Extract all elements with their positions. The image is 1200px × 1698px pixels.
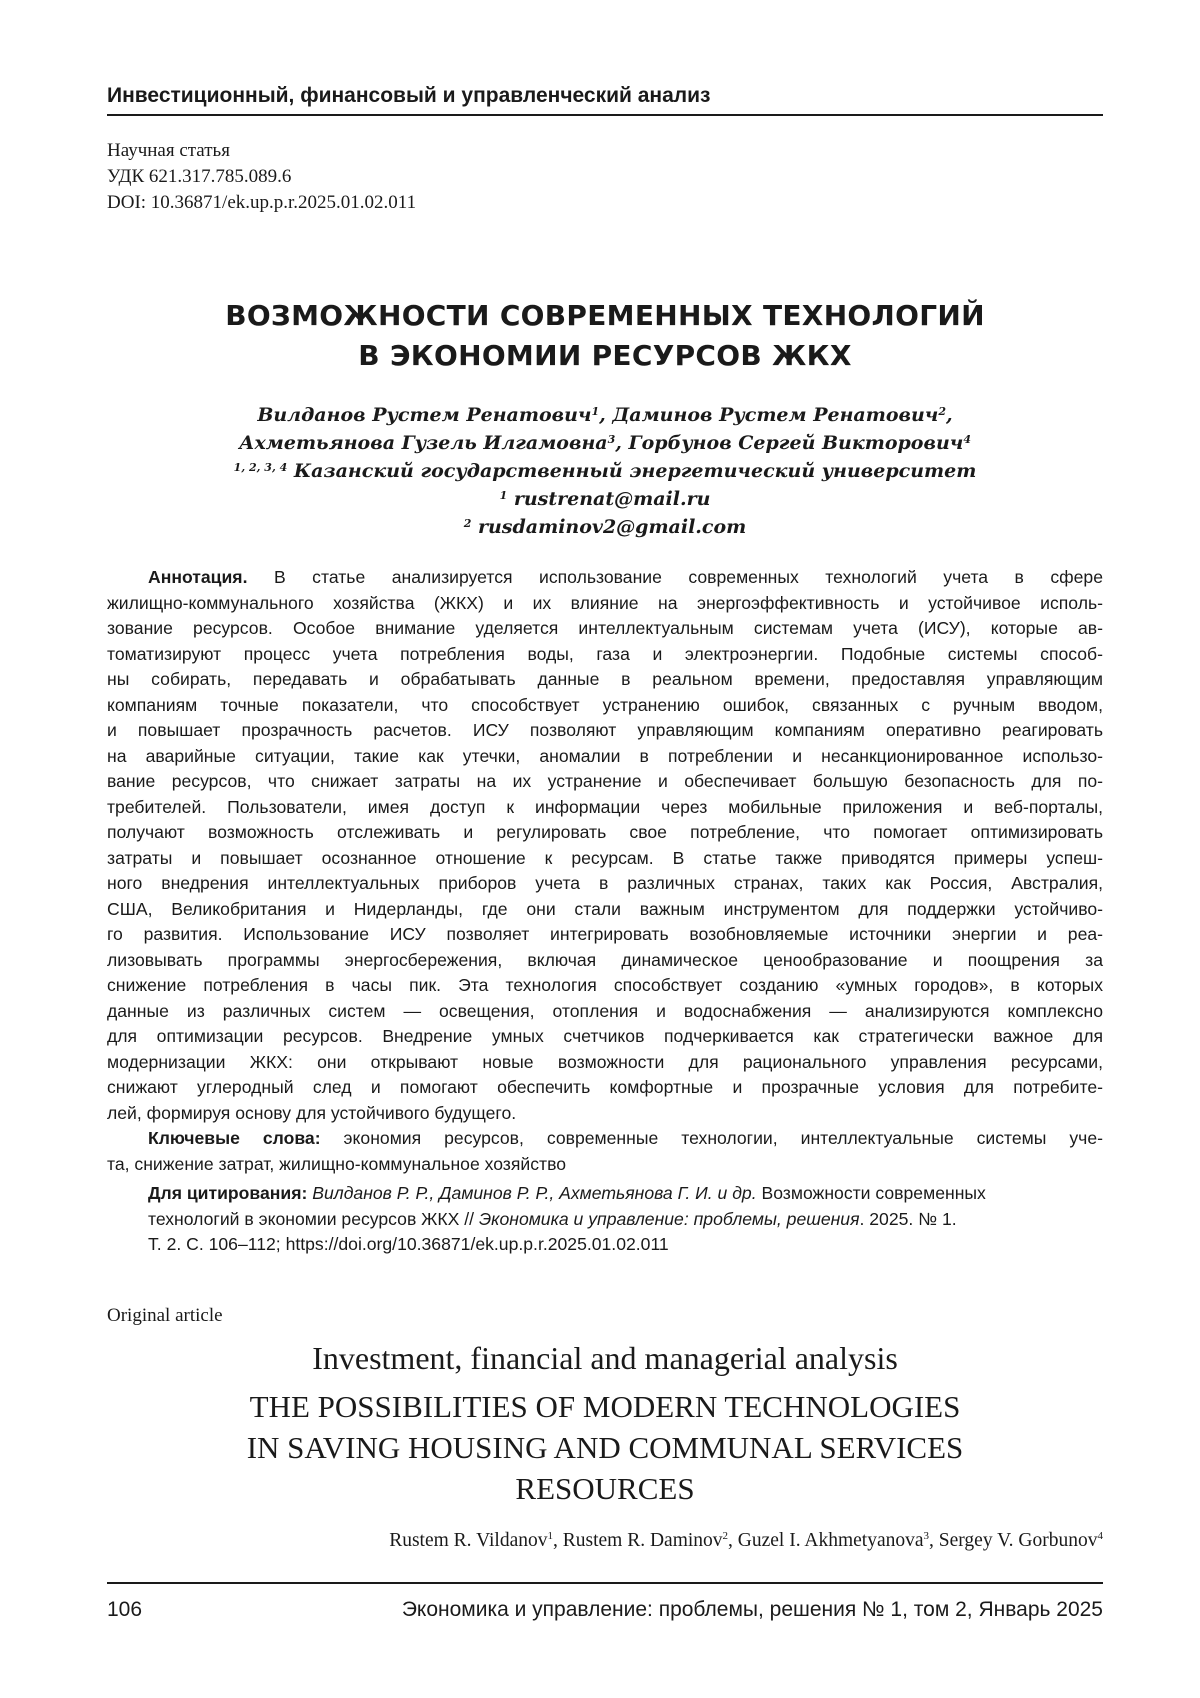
page-number: 106 <box>107 1598 143 1621</box>
title-ru-line-2: В ЭКОНОМИИ РЕСУРСОВ ЖКХ <box>358 339 852 372</box>
keywords-line-1 <box>107 1126 1103 1152</box>
title-ru-line-1: ВОЗМОЖНОСТИ СОВРЕМЕННЫХ ТЕХНОЛОГИЙ <box>225 299 985 332</box>
title-en-line-1: THE POSSIBILITIES OF MODERN TECHNOLOGIES <box>249 1389 961 1424</box>
citation-year: . 2025. № 1. <box>859 1208 957 1229</box>
abstract-line: США, Великобритания и Нидерланды, где они стали важным инструментом для поддержки устойчиво- <box>107 898 1103 919</box>
author-2: Даминов Рустем Ренатович <box>612 404 939 426</box>
author-1: Вилданов Рустем Ренатович <box>257 404 592 426</box>
citation-authors: Вилданов Р. Р., Даминов Р. Р., Ахметьянова Г. И. и др. <box>312 1183 757 1203</box>
author-2-sup: 2 <box>938 405 947 418</box>
section-header: Инвестиционный, финансовый и управленческий анализ <box>107 84 711 107</box>
abstract-line: затраты и повышает осознанное отношение к ресурсам. В статье также приводятся примеры успеш- <box>107 847 1103 868</box>
abstract-line: и повышает прозрачность расчетов. ИСУ позволяют управляющим компаниям оперативно реагировать <box>107 720 1103 740</box>
citation-title-cont: технологий в экономии ресурсов ЖКХ // <box>148 1208 475 1229</box>
udc-code: УДК 621.317.785.089.6 <box>107 166 292 187</box>
citation-block <box>107 1181 1103 1258</box>
authors-line-1 <box>107 401 1103 429</box>
abstract-line: данные из различных систем — освещения, отопления и водоснабжения — анализируются комплексно <box>107 1000 1103 1021</box>
header-rule <box>107 114 1103 116</box>
original-article-label: Original article <box>107 1305 223 1326</box>
author-sep: , <box>615 432 629 454</box>
author-4: Горбунов Сергей Викторович <box>628 432 964 454</box>
article-title-ru <box>107 296 1103 376</box>
citation-title: Возможности современных <box>761 1183 986 1203</box>
author-en-1-sup: 1 <box>547 1530 553 1542</box>
abstract-line: для оптимизации ресурсов. Внедрение умных счетчиков подчеркивается как стратегически важное для <box>107 1026 1103 1046</box>
article-type: Научная статья <box>107 140 230 161</box>
citation-journal: Экономика и управление: проблемы, решения <box>478 1208 860 1229</box>
email-1[interactable]: rustrenat@mail.ru <box>513 488 711 510</box>
author-sep: , <box>946 404 953 426</box>
abstract-line: лизовывать программы энергосбережения, включая динамическое ценообразование и поощрения за <box>107 949 1103 970</box>
author-sep: , <box>929 1530 939 1551</box>
title-en-line-3: RESOURCES <box>515 1471 695 1506</box>
author-sep: , <box>552 1530 563 1551</box>
author-en-4: Sergey V. Gorbunov <box>938 1530 1098 1551</box>
abstract <box>107 565 1103 1177</box>
affiliation-line <box>107 457 1103 485</box>
abstract-line: на аварийные ситуации, такие как утечки, аномалии в потреблении и несанкционированное использо- <box>107 745 1103 766</box>
abstract-label: Аннотация. <box>148 567 248 587</box>
email-2-sup: 2 <box>463 517 472 530</box>
email-line-1 <box>107 485 1103 513</box>
abstract-line: требителей. Пользователи, имея доступ к информации через мобильные приложения и веб-порталы, <box>107 796 1103 817</box>
title-en-line-2: IN SAVING HOUSING AND COMMUNAL SERVICES <box>246 1430 964 1465</box>
abstract-line: томатизируют процесс учета потребления воды, газа и электроэнергии. Подобные системы способ- <box>107 643 1103 664</box>
abstract-line <box>107 565 1103 591</box>
author-sep: , <box>728 1530 738 1551</box>
email-1-sup: 1 <box>499 489 508 502</box>
keywords-label: Ключевые слова: <box>148 1128 321 1148</box>
author-en-4-sup: 4 <box>1097 1530 1103 1542</box>
abstract-line: компаниям точные показатели, что способствует устранению ошибок, связанных с ручным вводом, <box>107 694 1103 715</box>
email-line-2 <box>107 513 1103 541</box>
citation-line-1 <box>107 1181 1103 1207</box>
author-en-1: Rustem R. Vildanov <box>389 1530 548 1551</box>
abstract-line: снижение потребления в часы пик. Эта технология способствует созданию «умных городов», в которых <box>107 975 1103 995</box>
abstract-line: го развития. Использование ИСУ позволяет интегрировать возобновляемые источники энергии и реа- <box>107 924 1103 944</box>
authors-en <box>107 1530 1103 1552</box>
abstract-line: получают возможность отслеживать и регулировать свое потребление, что помогает оптимизировать <box>107 822 1103 842</box>
doi: DOI: 10.36871/ek.up.p.r.2025.01.02.011 <box>107 192 417 213</box>
abstract-line: снижают углеродный след и помогают обеспечить комфортные и прозрачные условия для потребите- <box>107 1077 1103 1097</box>
keywords-line-2: та, снижение затрат, жилищно-коммунальное хозяйство <box>107 1153 567 1174</box>
abstract-line: вание ресурсов, что снижает затраты на их устранение и обеспечивает большую безопасность для по- <box>107 771 1103 791</box>
author-en-3-sup: 3 <box>923 1530 930 1542</box>
abstract-line: жилищно-коммунального хозяйства (ЖКХ) и их влияние на энергоэффективность и устойчивое исполь- <box>107 592 1103 613</box>
citation-line-2 <box>107 1207 1103 1233</box>
email-2[interactable]: rusdaminov2@gmail.com <box>477 516 747 538</box>
abstract-line: лей, формируя основу для устойчивого будущего. <box>107 1102 517 1123</box>
author-1-sup: 1 <box>591 405 600 418</box>
article-meta <box>107 138 416 216</box>
article-title-en <box>107 1386 1103 1509</box>
abstract-line: зование ресурсов. Особое внимание уделяется интеллектуальным системам учета (ИСУ), которые ав- <box>107 618 1103 638</box>
author-3-sup: 3 <box>607 433 616 446</box>
affiliation: Казанский государственный энергетический университет <box>293 460 977 482</box>
author-en-3: Guzel I. Akhmetyanova <box>737 1530 924 1551</box>
footer-rule <box>107 1582 1103 1584</box>
author-sep: , <box>599 404 613 426</box>
section-en: Investment, financial and managerial analysis <box>312 1340 898 1376</box>
author-en-2-sup: 2 <box>722 1530 729 1542</box>
author-en-2: Rustem R. Daminov <box>562 1530 723 1551</box>
abstract-line: ны собирать, передавать и обрабатывать данные в реальном времени, предоставляя управляющим <box>107 669 1103 689</box>
abstract-text: В статье анализируется использование современных технологий учета в сфере <box>273 567 1104 587</box>
author-4-sup: 4 <box>963 433 971 446</box>
citation-label: Для цитирования: <box>148 1183 308 1203</box>
abstract-line: модернизации ЖКХ: они открывают новые возможности для рационального управления ресурсами, <box>107 1051 1103 1072</box>
author-3: Ахметьянова Гузель Илгамовна <box>238 432 608 454</box>
affiliation-sup: 1, 2, 3, 4 <box>233 461 288 474</box>
authors-ru <box>107 401 1103 541</box>
abstract-line: ного внедрения интеллектуальных приборов учета в различных странах, таких как Россия, Австралия, <box>107 873 1103 893</box>
journal-issue: Экономика и управление: проблемы, решения № 1, том 2, Январь 2025 <box>401 1598 1103 1621</box>
keywords-text: экономия ресурсов, современные технологии, интеллектуальные системы уче- <box>343 1128 1103 1148</box>
authors-line-2 <box>107 429 1103 457</box>
citation-line-3[interactable]: Т. 2. С. 106–112; https://doi.org/10.36871/ek.up.p.r.2025.01.02.011 <box>148 1234 669 1254</box>
